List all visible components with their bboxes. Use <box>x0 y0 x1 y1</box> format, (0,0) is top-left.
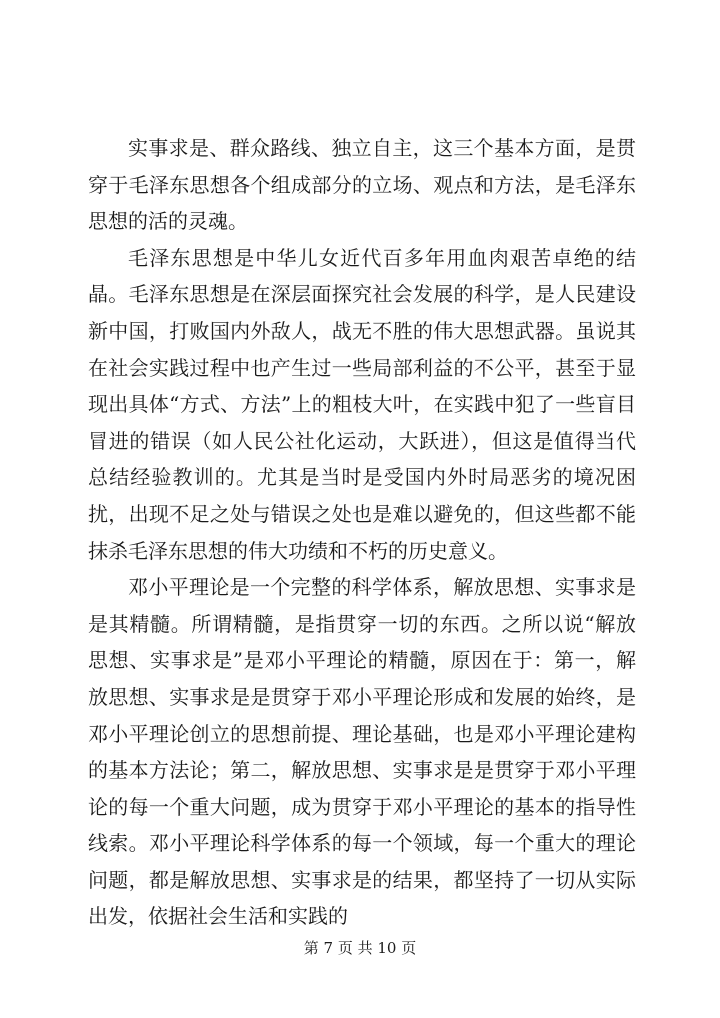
paragraph: 毛泽东思想是中华儿女近代百多年用血肉艰苦卓绝的结晶。毛泽东思想是在深层面探究社会发展的科学，是人民建设新中国，打败国内外敌人，战无不胜的伟大思想武器。虽说其在社会实践过程中也产生过一些局部利益的不公平，甚至于显现出具体“方式、方法”上的粗枝大叶，在实践中犯了一些盲目冒进的错误（如人民公社化运动，大跃进），但这是值得当代总结经验教训的。尤其是当时是受国内外时局恶劣的境况困扰，出现不足之处与错误之处也是难以避免的，但这些都不能抹杀毛泽东思想的伟大功绩和不朽的历史意义。 <box>88 245 636 563</box>
body-text <box>88 130 636 935</box>
paragraph: 邓小平理论是一个完整的科学体系，解放思想、实事求是是其精髓。所谓精髓，是指贯穿一切的东西。之所以说“解放思想、实事求是”是邓小平理论的精髓，原因在于：第一，解放思想、实事求是是贯穿于邓小平理论形成和发展的始终，是邓小平理论创立的思想前提、理论基础，也是邓小平理论建构的基本方法论；第二，解放思想、实事求是是贯穿于邓小平理论的每一个重大问题，成为贯穿于邓小平理论的基本的指导性线索。邓小平理论科学体系的每一个领域，每一个重大的理论问题，都是解放思想、实事求是的结果，都坚持了一切从实际出发，依据社会生活和实践的 <box>88 575 636 929</box>
page-footer: 第 7 页 共 10 页 <box>303 939 417 957</box>
paragraph: 实事求是、群众路线、独立自主，这三个基本方面，是贯穿于毛泽东思想各个组成部分的立场、观点和方法，是毛泽东思想的活的灵魂。 <box>88 136 636 234</box>
